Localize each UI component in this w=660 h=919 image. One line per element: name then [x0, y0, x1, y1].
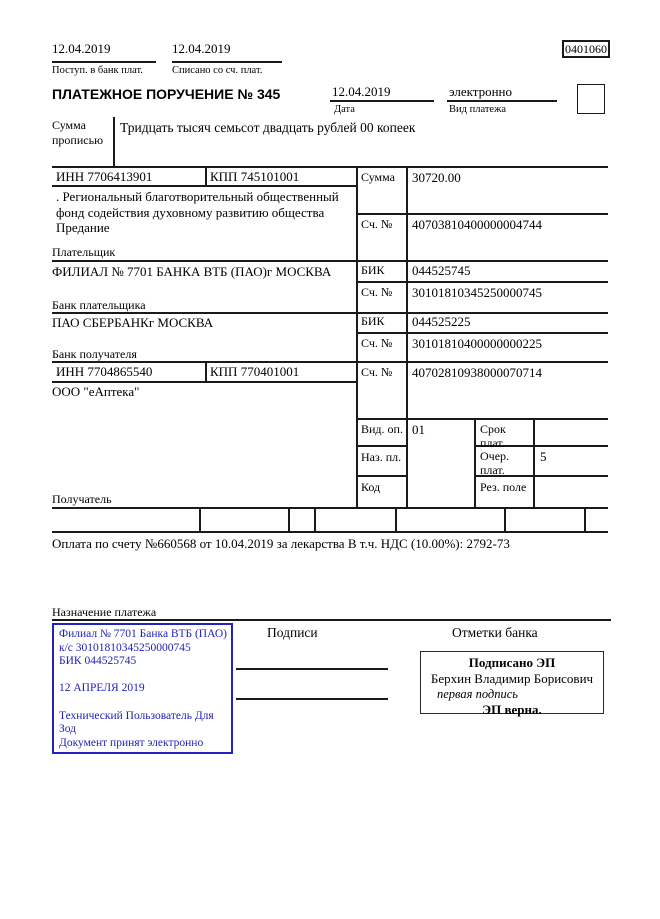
op-kind-label: Вид. оп. — [361, 422, 403, 436]
receiver-bank-account: 30101810400000000225 — [412, 336, 542, 351]
table-divider-main — [356, 166, 358, 507]
doc-date-underline — [330, 100, 434, 102]
pay-order-value: 5 — [540, 449, 547, 464]
payment-kind-label: Вид платежа — [449, 104, 507, 115]
bank-stamp-line: Филиал № 7701 Банка ВТБ (ПАО) — [59, 628, 227, 640]
table-line-payer-bottom — [52, 260, 608, 262]
table-divider-payer-innkpp — [205, 166, 207, 185]
bank-marks-label: Отметки банка — [452, 625, 538, 640]
tax-row-divider-5 — [504, 507, 506, 531]
debited-date-label: Списано со сч. плат. — [172, 65, 263, 76]
table-line-bik2 — [356, 332, 608, 334]
table-line-top — [52, 166, 608, 168]
table-line-grid-top — [356, 418, 608, 420]
purpose-label: Назначение платежа — [52, 605, 157, 619]
bank-stamp-box — [52, 623, 233, 754]
table-line-grid-row1a — [356, 445, 406, 447]
esign-title: Подписано ЭП — [468, 655, 556, 670]
esign-signer-name: Берхин Владимир Борисович — [430, 671, 594, 686]
table-divider-grid2 — [533, 418, 535, 507]
bank-stamp-line: Зод — [59, 723, 77, 736]
reserve-field-label: Рез. поле — [480, 480, 527, 494]
received-date-label: Поступ. в банк плат. — [52, 65, 143, 76]
signature-line-2 — [236, 698, 388, 700]
tax-row-divider-1 — [199, 507, 201, 531]
receiver-name: ООО "еАптека" — [52, 384, 140, 399]
pay-purpose-code-label: Наз. пл. — [361, 450, 402, 464]
receiver-bank-bik-label: БИК — [361, 314, 385, 328]
bank-stamp-line: 12 АПРЕЛЯ 2019 — [59, 682, 145, 695]
debited-date-value: 12.04.2019 — [172, 41, 231, 56]
payer-label: Плательщик — [52, 245, 116, 259]
doc-date-value: 12.04.2019 — [332, 84, 391, 99]
signatures-label: Подписи — [267, 625, 318, 640]
table-line-bottom — [52, 507, 608, 509]
payment-kind-underline — [447, 100, 557, 102]
pay-order-label: Очер. плат. — [480, 449, 510, 477]
bank-stamp-line: Технический Пользователь Для — [59, 709, 214, 722]
receiver-account: 40702810938000070714 — [412, 365, 542, 380]
amount-words-label-1: Сумма — [52, 118, 86, 132]
signature-line-1 — [236, 668, 388, 670]
payer-bank-account: 30101810345250000745 — [412, 285, 542, 300]
payer-bank-bik: 044525745 — [412, 263, 471, 278]
payment-kind-value: электронно — [449, 84, 513, 99]
amount-label: Сумма — [361, 170, 395, 184]
payer-bank-label: Банк плательщика — [52, 298, 146, 312]
payer-kpp: КПП 745101001 — [210, 169, 300, 184]
receiver-account-label: Сч. № — [361, 365, 393, 379]
bank-stamp-line — [59, 669, 226, 683]
tax-row-divider-6 — [584, 507, 586, 531]
payer-inn: ИНН 7706413901 — [56, 169, 153, 184]
receiver-bank-bik: 044525225 — [412, 314, 471, 329]
receiver-bank-label: Банк получателя — [52, 347, 137, 361]
table-line-amount — [356, 213, 608, 215]
pay-term-label: Срок плат. — [480, 422, 506, 450]
payer-account: 40703810400000004744 — [412, 217, 542, 232]
table-line-grid-row2a — [356, 475, 406, 477]
purpose-text: Оплата по счету №660568 от 10.04.2019 за лекарства В т.ч. НДС (10.00%): 2792-73 — [52, 536, 510, 551]
doc-date-label: Дата — [334, 104, 355, 115]
payer-bank-bik-label: БИК — [361, 263, 385, 277]
amount-value: 30720.00 — [412, 170, 461, 185]
esign-subtitle: первая подпись — [437, 687, 518, 701]
amount-words-label-2: прописью — [52, 133, 104, 147]
table-line-receiver-inn — [52, 381, 356, 383]
table-line-payer-inn — [52, 185, 356, 187]
footer-separator-line — [52, 619, 611, 621]
esign-verdict: ЭП верна. — [482, 702, 542, 717]
amount-words-divider — [113, 117, 115, 166]
receiver-bank-name: ПАО СБЕРБАНКг МОСКВА — [52, 315, 214, 330]
table-line-bik1 — [356, 281, 608, 283]
form-code: 0401060 — [565, 42, 607, 56]
tax-row-divider-3 — [314, 507, 316, 531]
form-code-box — [562, 40, 610, 58]
receiver-inn: ИНН 7704865540 — [56, 364, 153, 379]
bank-stamp-line: к/с 30101810345250000745 — [59, 641, 191, 654]
amount-words-value: Тридцать тысяч семьсот двадцать рублей 00 копеек — [120, 120, 416, 135]
esign-stamp-box — [420, 651, 604, 717]
table-divider-receiver-innkpp — [205, 361, 207, 381]
table-divider-grid1 — [474, 418, 476, 507]
table-divider-labels — [406, 166, 408, 507]
receiver-kpp: КПП 770401001 — [210, 364, 300, 379]
receiver-bank-account-label: Сч. № — [361, 336, 393, 350]
payer-name: . Региональный благотворительный общественный фонд содействия духовному развитию общества Предание — [56, 189, 339, 235]
document-title: ПЛАТЕЖНОЕ ПОРУЧЕНИЕ № 345 — [52, 86, 281, 102]
table-line-tax-bottom — [52, 531, 608, 533]
bank-stamp-line — [59, 696, 226, 710]
receiver-label: Получатель — [52, 492, 112, 506]
tax-row-divider-2 — [288, 507, 290, 531]
tax-row-divider-4 — [395, 507, 397, 531]
received-date-value: 12.04.2019 — [52, 41, 111, 56]
code-label: Код — [361, 480, 381, 494]
op-kind-value: 01 — [412, 422, 425, 437]
bank-stamp-line: Документ принят электронно — [59, 736, 204, 749]
bank-stamp-line: БИК 044525745 — [59, 655, 137, 668]
status-checkbox — [577, 84, 605, 114]
payer-account-label: Сч. № — [361, 217, 393, 231]
received-date-underline — [52, 61, 156, 63]
payer-bank-account-label: Сч. № — [361, 285, 393, 299]
payer-bank-name: ФИЛИАЛ № 7701 БАНКА ВТБ (ПАО)г МОСКВА — [52, 264, 332, 279]
debited-date-underline — [172, 61, 282, 63]
